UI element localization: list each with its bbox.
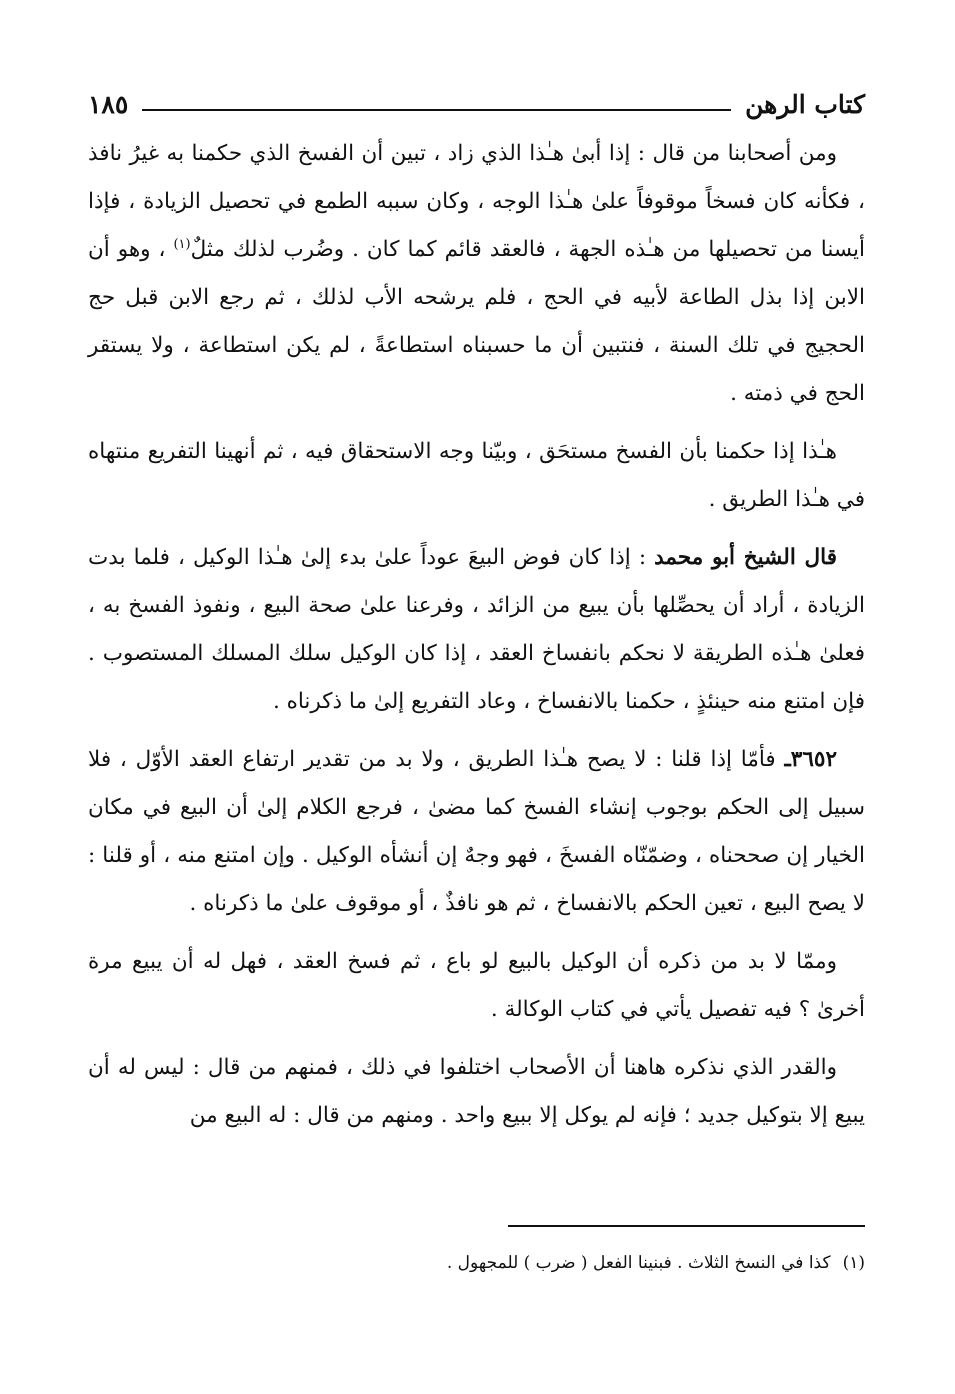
paragraph-text: ، وهو أن الابن إذا بذل الطاعة لأبيه في الحج ، فلم يرشحه الأب لذلك ، ثم رجع الابن قبل حج الحجيج في تلك السنة ، فنتبين أن ما حسبناه استطاعةً ، لم يكن استطاعة ، ولا يستقر الحج في ذمته . (88, 237, 865, 406)
running-title: كتاب الرهن (745, 89, 865, 119)
footnote-number: (١) (842, 1253, 865, 1273)
paragraph-text: هـٰذا إذا حكمنا بأن الفسخ مستحَق ، وبيّنا وجه الاستحقاق فيه ، ثم أنهينا التفريع منتهاه في هـٰذا الطريق . (88, 439, 865, 512)
page-number: ١٨٥ (88, 89, 129, 119)
paragraph-text: : إذا كان فوض البيعَ عوداً علىٰ بدء إلىٰ هـٰذا الوكيل ، فلما بدت الزيادة ، أراد أن يحصِّلها بأن يبيع من الزائد ، وفرعنا علىٰ صحة البيع ، ونفوذ الفسخ به ، فعلىٰ هـٰذه الطريقة لا نحكم بانفساخ العقد ، إذا كان الوكيل سلك المسلك المستصوب . فإن امتنع منه حينئذٍ ، حكمنا بالانفساخ ، وعاد التفريع إلىٰ ما ذكرناه . (88, 545, 865, 714)
paragraph-text: فأمّا إذا قلنا : لا يصح هـٰذا الطريق ، ولا بد من تقدير ارتفاع العقد الأوّل ، فلا سبيل إلى الحكم بوجوب إنشاء الفسخ كما مضىٰ ، فرجع الكلام إلىٰ أن البيع في مكان الخيار إن صححناه ، وضمّنّاه الفسخَ ، فهو وجهٌ إن أنشأه الوكيل . وإن امتنع منه ، أو قلنا : لا يصح البيع ، تعين الحكم بالانفساخ ، ثم هو نافذٌ ، أو موقوف علىٰ ما ذكرناه . (88, 747, 865, 916)
header-rule (142, 109, 731, 111)
footnote (88, 1248, 865, 1278)
paragraph-4 (88, 736, 865, 928)
paragraph-6 (88, 1044, 865, 1140)
paragraph-1 (88, 130, 865, 418)
speaker-name: قال الشيخ أبو محمد (654, 545, 837, 570)
body-text (88, 130, 865, 1140)
paragraph-text: ومن أصحابنا من قال : إذا أبىٰ هـٰذا الذي زاد ، تبين أن الفسخ الذي حكمنا به غيرُ نافذ ، فكأنه كان فسخاً موقوفاً علىٰ هـٰذا الوجه ، وكان سببه الطمع في تحصيل الزيادة ، فإذا أيسنا من تحصيلها من هـٰذه الجهة ، فالعقد قائم كما كان . وضُرب لذلك مثلٌ (88, 141, 865, 262)
footnote-text: كذا في النسخ الثلاث . فبنينا الفعل ( ضرب ) للمجهول . (446, 1253, 831, 1273)
paragraph-3 (88, 534, 865, 726)
footnote-rule (508, 1225, 865, 1227)
section-number: ٣٦٥٢ـ (784, 747, 837, 772)
paragraph-text: والقدر الذي نذكره هاهنا أن الأصحاب اختلفوا في ذلك ، فمنهم من قال : ليس له أن يبيع إلا بتوكيل جديد ؛ فإنه لم يوكل إلا ببيع واحد . ومنهم من قال : له البيع من (88, 1055, 865, 1128)
paragraph-text: وممّا لا بد من ذكره أن الوكيل بالبيع لو باع ، ثم فسخ العقد ، فهل له أن يبيع مرة أخرىٰ ؟ فيه تفصيل يأتي في كتاب الوكالة . (88, 949, 865, 1022)
footnote-reference: (١) (173, 236, 191, 252)
paragraph-5 (88, 938, 865, 1034)
book-page (88, 80, 865, 1273)
paragraph-2 (88, 428, 865, 524)
page-header (88, 80, 865, 128)
